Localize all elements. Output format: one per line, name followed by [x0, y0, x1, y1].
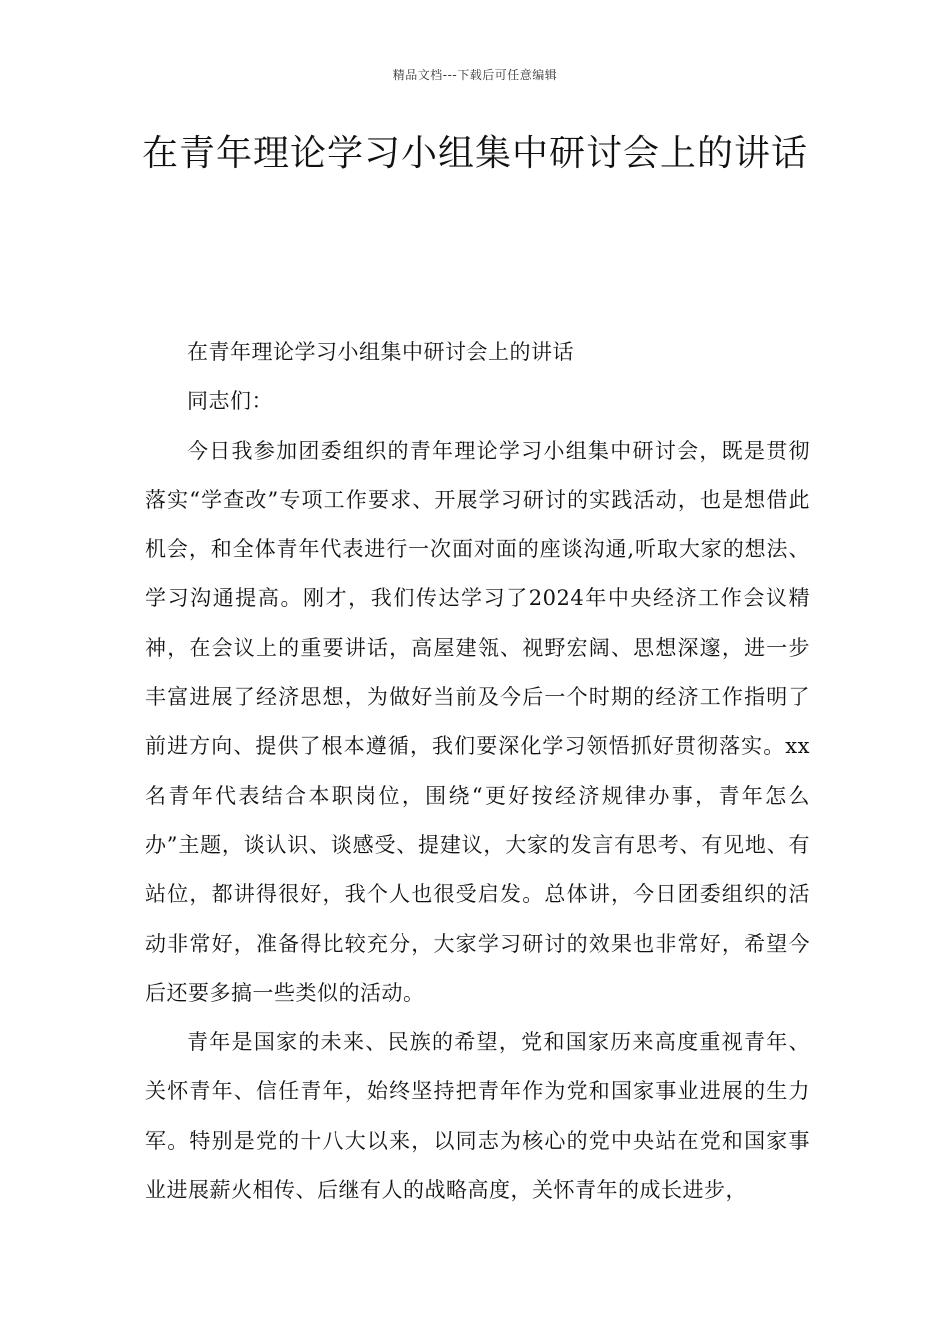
body-paragraph: 今日我参加团委组织的青年理论学习小组集中研讨会，既是贯彻落实“学查改”专项工作要求、开展学习研讨的实践活动，也是想借此机会，和全体青年代表进行一次面对面的座谈沟通,听取大家的想法、学习沟通提高。刚才，我们传达学习了2024年中央经济工作会议精神，在会议上的重要讲话，高屋建瓴、视野宏阔、思想深邃，进一步丰富进展了经济思想，为做好当前及今后一个时期的经济工作指明了前进方向、提供了根本遵循，我们要深化学习领悟抓好贯彻落实。xx名青年代表结合本职岗位，围绕“更好按经济规律办事，青年怎么办”主题，谈认识、谈感受、提建议，大家的发言有思考、有见地、有站位，都讲得很好，我个人也很受启发。总体讲，今日团委组织的活动非常好，准备得比较充分，大家学习研讨的效果也非常好，希望今后还要多搞一些类似的活动。 — [145, 438, 810, 1005]
body-paragraph: 青年是国家的未来、民族的希望，党和国家历来高度重视青年、关怀青年、信任青年，始终坚持把青年作为党和国家事业进展的生力军。特别是党的十八大以来，以同志为核心的党中央站在党和国家事业进展薪火相传、后继有人的战略高度，关怀青年的成长进步， — [145, 1030, 810, 1203]
document-title: 在青年理论学习小组集中研讨会上的讲话 — [141, 133, 808, 174]
body-paragraph-salutation: 同志们： — [187, 389, 273, 414]
body-paragraph-subtitle: 在青年理论学习小组集中研讨会上的讲话 — [187, 340, 574, 364]
document-body — [145, 328, 810, 1215]
page-header: 精品文档---下载后可任意编辑 — [392, 68, 558, 82]
